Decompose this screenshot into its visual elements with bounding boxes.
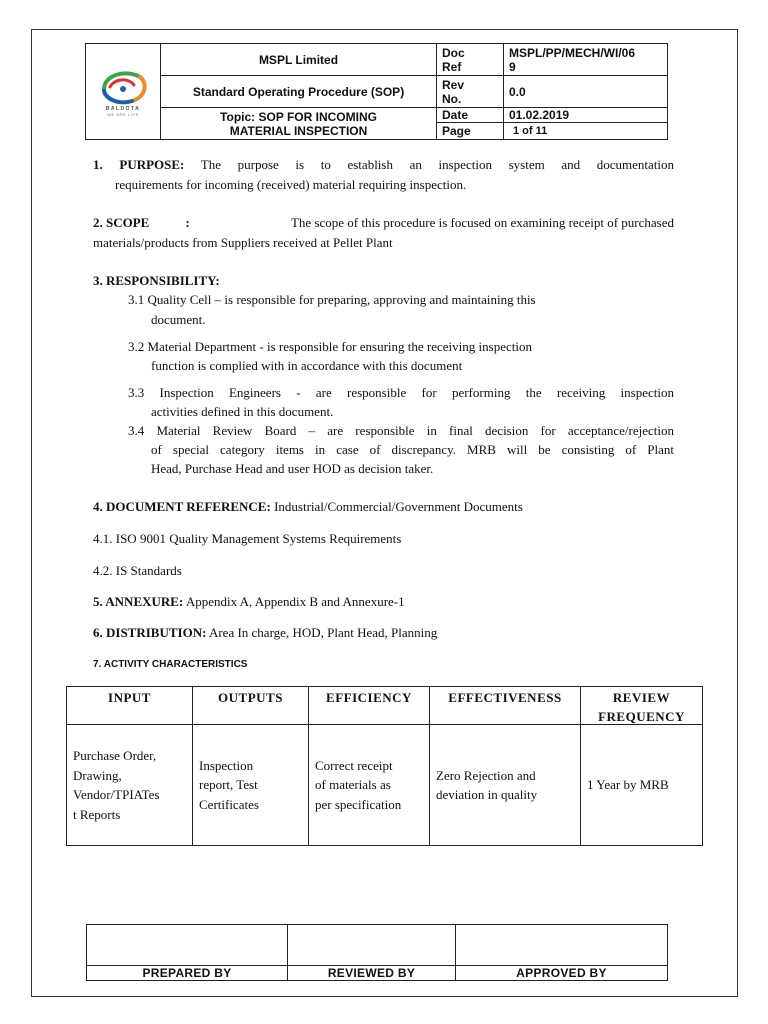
responsibility-item-3-3-cont: activities defined in this document.	[151, 404, 334, 419]
purpose-text-line2: requirements for incoming (received) material requiring inspection.	[115, 177, 467, 192]
page-label: Page	[442, 124, 471, 138]
column-header-efficiency: EFFICIENCY	[326, 690, 412, 705]
responsibility-item-3-4-cont: of special category items in case of discrepancy. MRB will be consisting of Plant	[151, 442, 674, 457]
column-header-effectiveness: EFFECTIVENESS	[448, 690, 562, 705]
rev-value: 0.0	[509, 84, 526, 99]
approved-by-label: APPROVED BY	[516, 966, 607, 980]
signature-table	[86, 924, 668, 981]
doc-reference-line	[93, 497, 523, 517]
activity-heading: 7. ACTIVITY CHARACTERISTICS	[93, 659, 248, 670]
responsibility-item-3-1: 3.1 Quality Cell – is responsible for preparing, approving and maintaining this	[128, 292, 536, 307]
scope-heading: 2. SCOPE	[93, 215, 150, 230]
logo-name: BALDOTA	[105, 105, 141, 112]
doc-ref-value: MSPL/PP/MECH/WI/06 9	[509, 45, 636, 74]
header-divider	[503, 44, 504, 139]
cell-outputs: Inspection report, Test Certificates	[199, 757, 259, 812]
column-header-review-frequency: REVIEW FREQUENCY	[598, 690, 685, 724]
logo-tagline: WE ARE LIFE	[107, 111, 139, 117]
doc-reference-item-4-1: 4.1. ISO 9001 Quality Management Systems Requirements	[93, 531, 402, 546]
date-label: Date	[442, 108, 469, 122]
column-header-input: INPUT	[108, 690, 151, 705]
activity-table	[66, 686, 703, 846]
responsibility-item-3-3: 3.3 Inspection Engineers - are responsible for performing the receiving inspection	[128, 385, 674, 400]
date-value: 01.02.2019	[509, 108, 570, 122]
doc-ref-label: Doc Ref	[442, 45, 465, 74]
responsibility-item-3-1-cont: document.	[151, 312, 206, 327]
distribution-line	[93, 623, 437, 643]
column-header-outputs: OUTPUTS	[218, 690, 283, 705]
annexure-heading: 5. ANNEXURE:	[93, 594, 184, 609]
purpose-heading: 1. PURPOSE:	[93, 157, 185, 172]
annexure-line	[93, 592, 405, 612]
company-name: MSPL Limited	[258, 52, 339, 67]
scope-text: The scope of this procedure is focused on examining receipt of purchased	[290, 215, 674, 230]
purpose-text: The purpose is to establish an inspection system and documentation	[184, 157, 674, 172]
responsibility-item-3-2-cont: function is complied with in accordance with this document	[151, 358, 463, 373]
scope-text-line2: materials/products from Suppliers received at Pellet Plant	[93, 235, 393, 250]
responsibility-item-3-2: 3.2 Material Department - is responsible for ensuring the receiving inspection	[128, 339, 532, 354]
responsibility-heading: 3. RESPONSIBILITY:	[93, 273, 220, 288]
annexure-text: Appendix A, Appendix B and Annexure-1	[183, 594, 405, 609]
doc-reference-heading: 4. DOCUMENT REFERENCE:	[93, 499, 271, 514]
cell-input: Purchase Order, Drawing, Vendor/TPIATes t Reports	[73, 748, 160, 822]
page-value: 1 of 11	[513, 125, 548, 137]
prepared-by-label: PREPARED BY	[142, 966, 232, 980]
scope-paragraph: 2. SCOPE : The scope of this procedure is focused on examining receipt of purchased	[93, 213, 674, 233]
rev-label: Rev No.	[442, 77, 465, 106]
doc-reference-text: Industrial/Commercial/Government Documents	[270, 499, 523, 514]
cell-efficiency: Correct receipt of materials as per specification	[315, 757, 402, 812]
cell-effectiveness: Zero Rejection and deviation in quality	[436, 767, 538, 802]
header-divider	[436, 44, 437, 139]
company-logo	[86, 44, 160, 139]
document-header-table	[85, 43, 668, 140]
responsibility-item-3-4: 3.4 Material Review Board – are responsible in final decision for acceptance/rejection	[128, 423, 674, 438]
distribution-text: Area In charge, HOD, Plant Head, Planning	[206, 625, 438, 640]
sop-topic: Topic: SOP FOR INCOMING MATERIAL INSPECTION	[220, 109, 377, 138]
distribution-heading: 6. DISTRIBUTION:	[93, 625, 207, 640]
baldota-logo-icon	[96, 67, 150, 105]
doc-reference-item-4-2: 4.2. IS Standards	[93, 563, 182, 578]
reviewed-by-label: REVIEWED BY	[327, 966, 416, 980]
purpose-paragraph	[93, 155, 674, 175]
sop-title: Standard Operating Procedure (SOP)	[192, 84, 405, 99]
cell-review-frequency: 1 Year by MRB	[587, 777, 669, 793]
responsibility-item-3-4-cont2: Head, Purchase Head and user HOD as decision taker.	[151, 461, 434, 476]
